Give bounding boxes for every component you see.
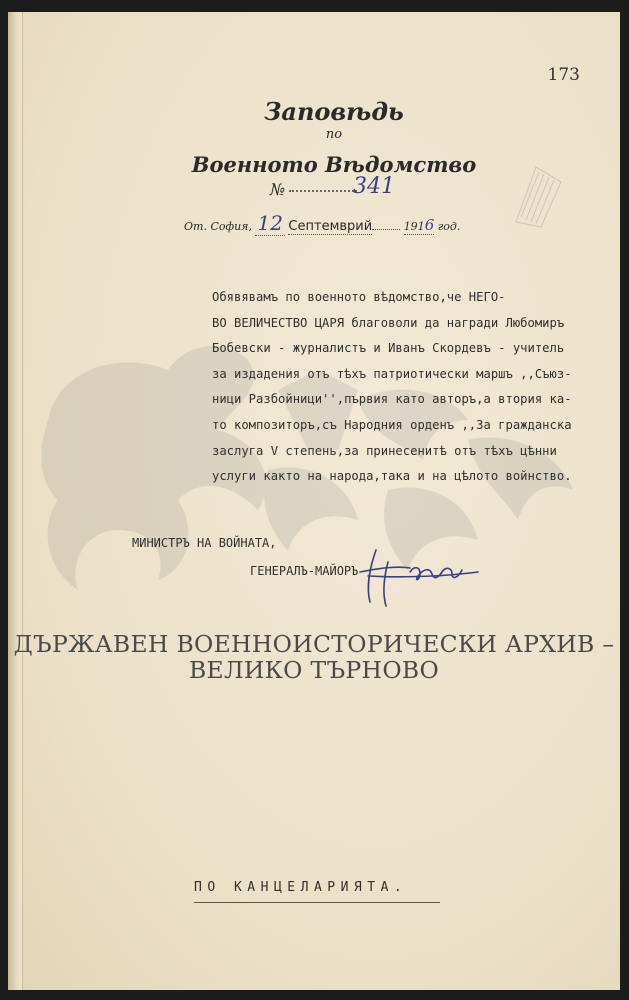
- order-number-handwritten: 341: [353, 174, 395, 199]
- date-year-prefix: 191: [403, 220, 425, 233]
- handwritten-signature: [348, 542, 483, 612]
- body-line: Бобевски - журналистъ и Иванъ Скордевъ - учитель: [212, 341, 565, 356]
- archive-watermark-line1: ДЪРЖАВЕН ВОЕННОИСТОРИЧЕСКИ АРХИВ –: [13, 630, 615, 658]
- archive-watermark-line2: ВЕЛИКО ТЪРНОВО: [188, 656, 440, 684]
- body-line: то композиторъ,съ Народния орденъ ,,За гражданска: [212, 417, 572, 432]
- title-preposition: по: [325, 127, 343, 142]
- order-number-line: [270, 180, 357, 199]
- signatory-rank: ГЕНЕРАЛЪ-МАЙОРЪ: [250, 564, 359, 578]
- footer-underline: [194, 902, 440, 903]
- date-day-handwritten: 12: [257, 211, 283, 235]
- date-line: [184, 211, 460, 236]
- date-year-handwritten: 6: [424, 216, 435, 234]
- body-line: ВО ВЕЛИЧЕСТВО ЦАРЯ благоволи да награди Любомиръ: [212, 315, 565, 330]
- body-line: Обявявамъ по военното вѣдомство,че НЕГО-: [212, 290, 506, 304]
- body-line: услуги както на народа,така и на цѣлото войнство.: [212, 469, 572, 484]
- date-month: Септемврий: [288, 219, 373, 234]
- date-prefix: От. София,: [184, 220, 252, 233]
- page-number: 173: [547, 65, 580, 85]
- date-suffix: год.: [437, 220, 461, 233]
- signatory-title: МИНИСТРЪ НА ВОЙНАТА,: [132, 536, 277, 550]
- document-page: [8, 12, 620, 990]
- body-line: за издадения отъ тѣхъ патриотически маршъ ,,Съюз-: [212, 366, 572, 381]
- document-subtitle: Военното Вѣдомство: [191, 152, 477, 177]
- number-label: №: [270, 180, 286, 199]
- document-title: Заповѣдь: [264, 97, 404, 126]
- order-body: [212, 285, 612, 490]
- number-dots: [289, 190, 357, 192]
- body-line: ници Разбойници'',първия като авторъ,а втория ка-: [212, 392, 572, 407]
- body-line: заслуга V степень,за принесенитѣ отъ тѣхъ цѣнни: [212, 443, 557, 458]
- chancellery-footer: ПО КАНЦЕЛАРИЯТА.: [194, 880, 408, 895]
